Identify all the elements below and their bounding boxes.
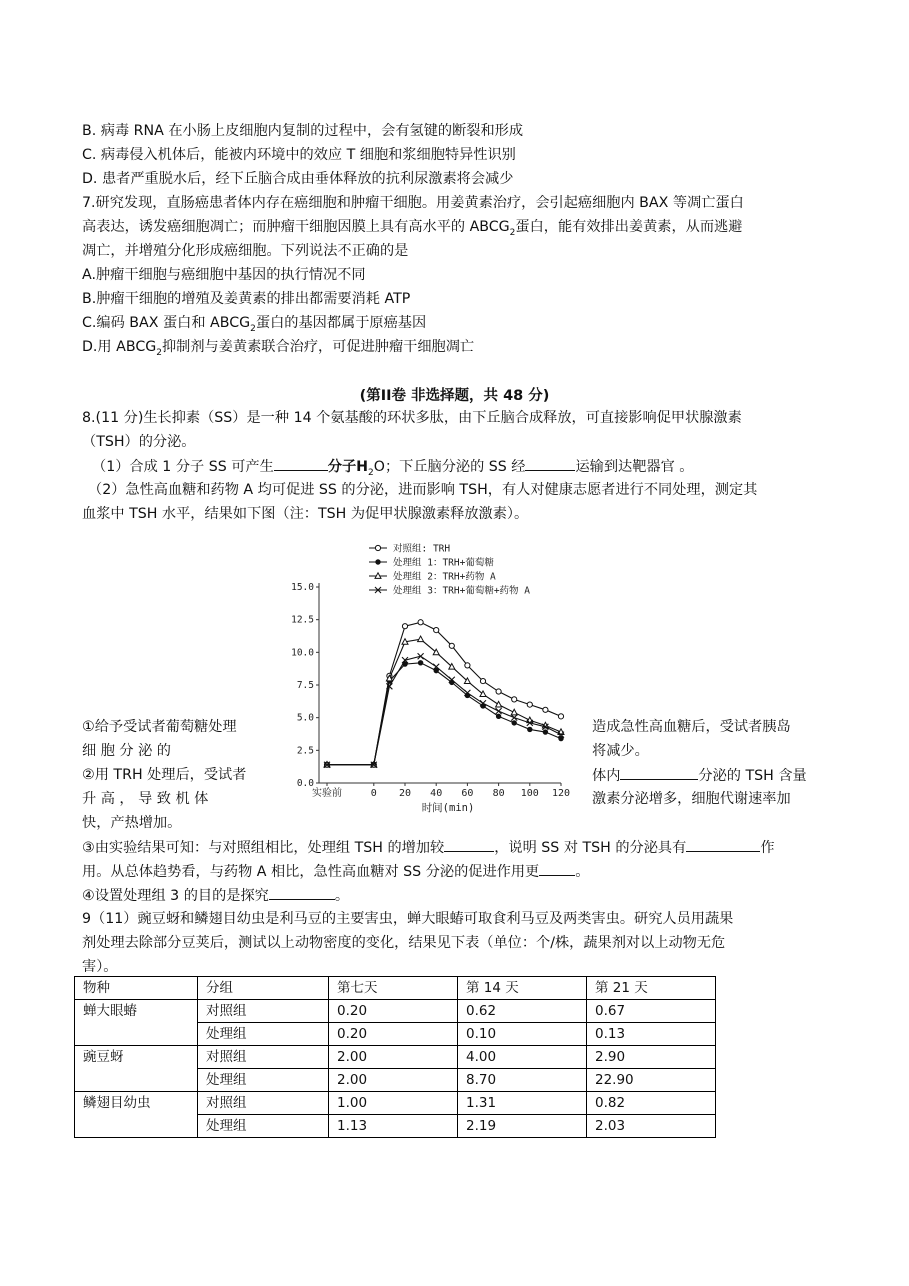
- data-point: [527, 727, 532, 732]
- value-cell: 0.20: [329, 1023, 458, 1046]
- data-point: [418, 620, 423, 625]
- value-cell: 0.67: [587, 1000, 716, 1023]
- question-8-part-2-2: 血浆中 TSH 水平，结果如下图（注：TSH 为促甲状腺激素释放激素）。: [82, 506, 529, 522]
- value-cell: 8.70: [458, 1069, 587, 1092]
- y-tick-label: 0.0: [296, 778, 314, 789]
- group-cell: 对照组: [198, 1046, 329, 1069]
- data-point: [512, 720, 517, 725]
- q8-item-2b-left: 升 高 ， 导 致 机 体: [82, 791, 209, 807]
- question-8-part-2-1: （2）急性高血糖和药物 A 均可促进 SS 的分泌，进而影响 TSH，有人对健康志愿者进行不同处理，测定其: [88, 482, 758, 498]
- q8-item-1b-right: 将减少。: [592, 743, 649, 759]
- q8-item-3: ③由实验结果可知：与对照组相比，处理组 TSH 的增加较 ，说明 SS 对 TSH 的分泌具有 作: [82, 837, 775, 858]
- series-line: [327, 622, 561, 764]
- x-tick-label: 60: [461, 788, 474, 799]
- table-row: [75, 1092, 716, 1115]
- q8-item-2c: 快，产热增加。: [82, 815, 182, 831]
- x-tick-label: 40: [430, 788, 443, 799]
- x-tick-label: 120: [551, 788, 571, 799]
- section-heading: (第II卷 非选择题，共 48 分): [359, 388, 550, 404]
- data-point: [558, 714, 563, 719]
- answer-blank[interactable]: [686, 837, 760, 852]
- x-tick-label: 实验前: [312, 788, 342, 799]
- data-point: [434, 628, 439, 633]
- x-tick-label: 0: [370, 788, 377, 799]
- y-tick-label: 2.5: [296, 745, 314, 757]
- data-point: [480, 678, 485, 683]
- question-7-stem-2: 高表达，诱发癌细胞凋亡；而肿瘤干细胞因膜上具有高水平的 $ABCG_2$蛋白，能有效排出姜黄素，从而逃避: [82, 219, 743, 238]
- legend-marker: [375, 559, 380, 564]
- question-8-part-1: （1）合成 1 分子 SS 可产生 分子$H_2O$；下丘脑分泌的 SS 经 运输到达靶器官 。: [92, 456, 694, 483]
- option-6b: B. 病毒 RNA 在小肠上皮细胞内复制的过程中，会有氢键的断裂和形成: [82, 123, 524, 139]
- legend-label: 处理组 1：TRH+葡萄糖: [393, 557, 494, 569]
- value-cell: 2.00: [329, 1046, 458, 1069]
- species-cell: 蝉大眼蝽: [75, 1000, 198, 1046]
- value-cell: 2.00: [329, 1069, 458, 1092]
- question-7-stem-1: 7.研究发现，直肠癌患者体内存在癌细胞和肿瘤干细胞。用姜黄素治疗，会引起癌细胞内 BAX 等凋亡蛋白: [82, 195, 744, 211]
- table-header-cell: 第七天: [329, 977, 458, 1000]
- data-point: [496, 714, 501, 719]
- data-point: [543, 729, 548, 734]
- question-9-stem-1: 9（11）豌豆蚜和鳞翅目幼虫是利马豆的主要害虫，蝉大眼蝽可取食利马豆及两类害虫。研究人员用蔬果: [82, 911, 734, 927]
- option-6c: C. 病毒侵入机体后，能被内环境中的效应 T 细胞和浆细胞特异性识别: [82, 147, 516, 163]
- q8-item-1-right: 造成急性高血糖后，受试者胰岛: [592, 719, 791, 735]
- density-table: [74, 976, 716, 1138]
- question-8-stem-2: （TSH）的分泌。: [82, 434, 196, 450]
- value-cell: 22.90: [587, 1069, 716, 1092]
- data-point: [402, 624, 407, 629]
- table-header-cell: 物种: [75, 977, 198, 1000]
- x-tick-label: 80: [492, 788, 505, 799]
- data-point: [449, 643, 454, 648]
- value-cell: 1.13: [329, 1115, 458, 1138]
- y-tick-label: 10.0: [291, 647, 314, 659]
- group-cell: 对照组: [198, 1000, 329, 1023]
- table-row: [75, 1046, 716, 1069]
- y-tick-label: 15.0: [291, 582, 314, 593]
- value-cell: 0.10: [458, 1023, 587, 1046]
- series-line: [327, 656, 561, 764]
- x-tick-label: 20: [398, 788, 412, 799]
- table-header-cell: 第 21 天: [587, 977, 716, 1000]
- data-point: [527, 702, 532, 707]
- y-tick-label: 7.5: [296, 680, 314, 691]
- series-line: [327, 663, 561, 765]
- data-point: [418, 636, 424, 642]
- value-cell: 2.03: [587, 1115, 716, 1138]
- q8-item-2b-right: 激素分泌增多，细胞代谢速率加: [592, 791, 791, 807]
- tsh-line-chart: [283, 538, 593, 838]
- tsh-chart: [283, 538, 593, 838]
- y-tick-label: 12.5: [291, 614, 314, 626]
- data-point: [511, 709, 517, 715]
- answer-blank[interactable]: [539, 861, 575, 876]
- q8-item-4: ④设置处理组 3 的目的是探究 。: [82, 885, 349, 906]
- question-7-stem-3: 凋亡，并增殖分化形成癌细胞。下列说法不正确的是: [82, 243, 409, 259]
- answer-blank[interactable]: [444, 837, 494, 852]
- value-cell: 0.13: [587, 1023, 716, 1046]
- q8-item-2-left: ②用 TRH 处理后，受试者: [82, 767, 247, 783]
- value-cell: 2.19: [458, 1115, 587, 1138]
- table-header-cell: 分组: [198, 977, 329, 1000]
- option-7b: B.肿瘤干细胞的增殖及姜黄素的排出都需要消耗 ATP: [82, 291, 411, 307]
- table-row: [75, 1000, 716, 1023]
- data-point: [512, 697, 517, 702]
- group-cell: 处理组: [198, 1115, 329, 1138]
- answer-blank[interactable]: [274, 456, 328, 471]
- value-cell: 0.82: [587, 1092, 716, 1115]
- legend-marker: [375, 545, 380, 550]
- q8-item-2-right: 体内 分泌的 TSH 含量: [592, 765, 807, 786]
- series-line: [327, 639, 561, 764]
- option-7c: C.编码 BAX 蛋白和 $ABCG_2$蛋白的基因都属于原癌基因: [82, 315, 427, 334]
- answer-blank[interactable]: [620, 765, 698, 780]
- data-point: [496, 689, 501, 694]
- value-cell: 0.62: [458, 1000, 587, 1023]
- q8-item-3b: 用。从总体趋势看，与药物 A 相比，急性高血糖对 SS 分泌的促进作用更 。: [82, 861, 589, 882]
- q8-item-1-left: ①给予受试者葡萄糖处理: [82, 719, 237, 735]
- legend-label: 处理组 2：TRH+药物 A: [393, 571, 496, 583]
- answer-blank[interactable]: [525, 456, 575, 471]
- x-axis-label: 时间(min): [421, 802, 475, 814]
- value-cell: 4.00: [458, 1046, 587, 1069]
- table-header-row: [75, 977, 716, 1000]
- species-cell: 豌豆蚜: [75, 1046, 198, 1092]
- option-7a: A.肿瘤干细胞与癌细胞中基因的执行情况不同: [82, 267, 366, 283]
- option-6d: D. 患者严重脱水后，经下丘脑合成由垂体释放的抗利尿激素将会减少: [82, 171, 514, 187]
- question-8-stem-1: 8.(11 分)生长抑素（SS）是一种 14 个氨基酸的环状多肽，由下丘脑合成释放，可直接影响促甲状腺激素: [82, 410, 742, 426]
- option-7d: D.用 $ABCG_2$抑制剂与姜黄素联合治疗，可促进肿瘤干细胞凋亡: [82, 339, 475, 358]
- q8-item-1b-left: 细 胞 分 泌 的: [82, 743, 171, 759]
- group-cell: 对照组: [198, 1092, 329, 1115]
- data-point: [496, 701, 502, 707]
- table-header-cell: 第 14 天: [458, 977, 587, 1000]
- y-tick-label: 5.0: [296, 712, 314, 724]
- value-cell: 0.20: [329, 1000, 458, 1023]
- legend-label: 对照组: TRH: [393, 543, 451, 555]
- group-cell: 处理组: [198, 1069, 329, 1092]
- question-9-stem-3: 害）。: [82, 959, 118, 975]
- data-point: [418, 660, 423, 665]
- answer-blank[interactable]: [269, 885, 335, 900]
- data-point: [465, 663, 470, 668]
- value-cell: 1.00: [329, 1092, 458, 1115]
- species-cell: 鳞翅目幼虫: [75, 1092, 198, 1138]
- value-cell: 1.31: [458, 1092, 587, 1115]
- x-tick-label: 100: [520, 788, 539, 799]
- data-point: [543, 707, 548, 712]
- legend-label: 处理组 3：TRH+葡萄糖+药物 A: [393, 585, 530, 597]
- question-9-stem-2: 剂处理去除部分豆荚后，测试以上动物密度的变化，结果见下表（单位：个/株，蔬果剂对以上动物无危: [82, 935, 726, 951]
- value-cell: 2.90: [587, 1046, 716, 1069]
- group-cell: 处理组: [198, 1023, 329, 1046]
